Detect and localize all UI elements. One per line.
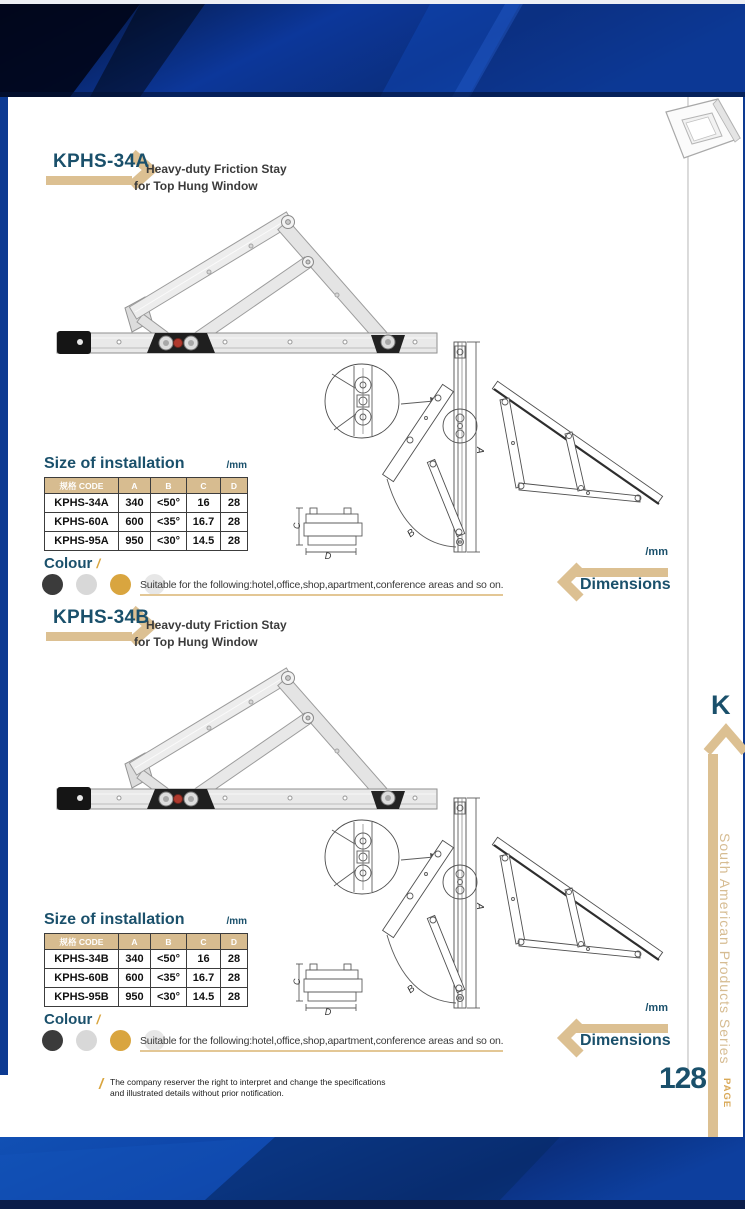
col-header-d: D — [221, 478, 248, 494]
col-header-code: 规格 CODE — [45, 478, 119, 494]
cell-b: <35° — [151, 513, 187, 532]
cell-code: KPHS-95A — [45, 532, 119, 551]
cell-code: KPHS-34A — [45, 494, 119, 513]
cell-a: 340 — [119, 494, 151, 513]
cell-b: <50° — [151, 950, 187, 969]
cell-b: <30° — [151, 988, 187, 1007]
table-header-row — [45, 934, 248, 950]
diagram-label-d: D — [324, 1007, 332, 1016]
product-subtitle-line1: Heavy-duty Friction Stay — [146, 162, 287, 176]
size-table-header-row — [44, 911, 247, 929]
product-subtitle-line2: for Top Hung Window — [134, 635, 258, 649]
size-table — [44, 933, 248, 1007]
cell-a: 600 — [119, 513, 151, 532]
col-header-b: B — [151, 934, 187, 950]
footer-disclaimer-line1: The company reserver the right to interpret and change the specifications — [110, 1077, 386, 1087]
diagram-label-a: A — [474, 903, 485, 910]
diagram-label-c: C — [292, 978, 302, 985]
cell-d: 28 — [221, 988, 248, 1007]
table-row — [45, 950, 248, 969]
size-table-title: Size of installation — [44, 911, 185, 928]
cell-code: KPHS-95B — [45, 988, 119, 1007]
footer-slash-mark: / — [99, 1076, 104, 1093]
diagram-label-b: B — [405, 983, 418, 996]
cell-b: <30° — [151, 532, 187, 551]
cell-code: KPHS-60B — [45, 969, 119, 988]
cell-d: 28 — [221, 513, 248, 532]
page-number: 128 — [658, 1062, 706, 1095]
section-letter: K — [711, 690, 731, 720]
cell-code: KPHS-34B — [45, 950, 119, 969]
cell-a: 950 — [119, 532, 151, 551]
cell-b: <35° — [151, 969, 187, 988]
colour-slash: / — [96, 556, 101, 571]
suitability-note: Suitable for the following:hotel,office,shop,apartment,conference areas and so on. — [140, 579, 503, 596]
col-header-b: B — [151, 478, 187, 494]
suitability-note: Suitable for the following:hotel,office,shop,apartment,conference areas and so on. — [140, 1035, 503, 1052]
size-table-unit: /mm — [226, 460, 247, 471]
dimensions-label: Dimensions — [580, 576, 671, 593]
size-table-title: Size of installation — [44, 455, 185, 472]
colour-swatch-gray — [76, 1030, 97, 1051]
product-section-kphs-34a — [0, 0, 745, 593]
cell-c: 14.5 — [187, 532, 221, 551]
diagram-label-c: C — [292, 522, 302, 529]
table-row — [45, 969, 248, 988]
colour-swatch-gold — [110, 1030, 131, 1051]
dimensions-label: Dimensions — [580, 1032, 671, 1049]
colour-label: Colour — [44, 1011, 93, 1028]
page-label-vertical: PAGE — [721, 1078, 732, 1109]
diagram-label-d: D — [324, 551, 332, 560]
cell-d: 28 — [221, 532, 248, 551]
size-table-unit: /mm — [226, 916, 247, 927]
dimensions-callout — [556, 1000, 670, 1060]
dimensions-diagram — [288, 794, 690, 1016]
cell-a: 950 — [119, 988, 151, 1007]
col-header-code: 规格 CODE — [45, 934, 119, 950]
dimensions-unit: /mm — [645, 1002, 668, 1014]
bottom-navy-strip — [0, 1200, 745, 1209]
col-header-c: C — [187, 934, 221, 950]
cell-c: 14.5 — [187, 988, 221, 1007]
col-header-c: C — [187, 478, 221, 494]
cell-code: KPHS-60A — [45, 513, 119, 532]
colour-swatch-dark — [42, 1030, 63, 1051]
table-row — [45, 988, 248, 1007]
diagram-label-b: B — [405, 527, 418, 540]
cell-a: 340 — [119, 950, 151, 969]
product-code-title: KPHS-34B — [53, 607, 150, 628]
series-title-vertical: South American Products Series — [717, 833, 733, 1065]
footer-disclaimer-line2: and illustrated details without prior notification. — [110, 1088, 284, 1098]
colour-slash: / — [96, 1012, 101, 1027]
cell-d: 28 — [221, 950, 248, 969]
cell-c: 16.7 — [187, 969, 221, 988]
product-subtitle-line2: for Top Hung Window — [134, 179, 258, 193]
sidebar-chevron-up-icon — [703, 722, 745, 756]
dimensions-unit: /mm — [645, 546, 668, 558]
col-header-a: A — [119, 934, 151, 950]
col-header-a: A — [119, 478, 151, 494]
cell-c: 16 — [187, 950, 221, 969]
product-code-title: KPHS-34A — [53, 151, 150, 172]
product-subtitle-line1: Heavy-duty Friction Stay — [146, 618, 287, 632]
col-header-d: D — [221, 934, 248, 950]
cell-a: 600 — [119, 969, 151, 988]
colour-heading — [44, 1011, 100, 1028]
cell-d: 28 — [221, 494, 248, 513]
cell-c: 16 — [187, 494, 221, 513]
cell-d: 28 — [221, 969, 248, 988]
diagram-label-a: A — [474, 447, 485, 454]
cell-b: <50° — [151, 494, 187, 513]
cell-c: 16.7 — [187, 513, 221, 532]
bottom-banner-graphic — [0, 1137, 745, 1200]
colour-label: Colour — [44, 555, 93, 572]
